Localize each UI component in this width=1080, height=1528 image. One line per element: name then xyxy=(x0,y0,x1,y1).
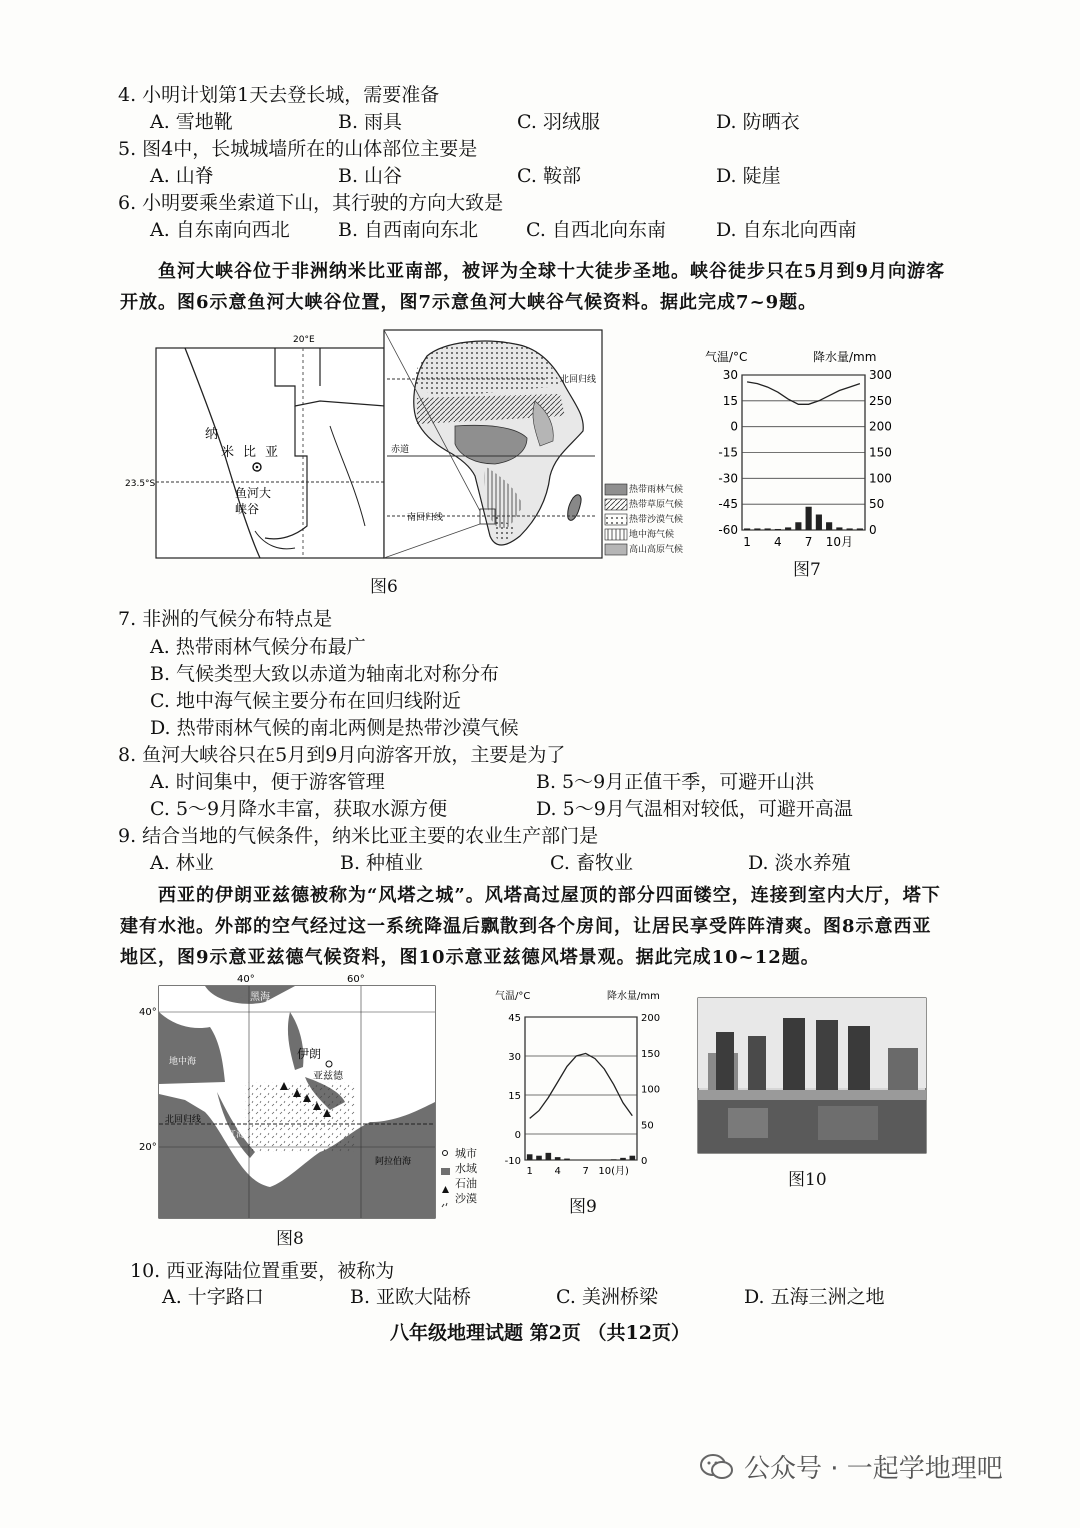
temp-tick-label: -60 xyxy=(718,523,738,537)
month-tick-label: 1 xyxy=(743,535,751,549)
temp-tick-label: 15 xyxy=(722,393,738,408)
legend-highland: 高山高原气候 xyxy=(629,545,684,555)
fig8-tropic-n: 北回归线 xyxy=(165,1115,202,1125)
legend-oil: 石油 xyxy=(455,1177,477,1190)
figure-10-caption: 图10 xyxy=(788,1170,827,1190)
figure-8-caption: 图8 xyxy=(276,1229,304,1249)
q9-option-d: D. 淡水养殖 xyxy=(748,852,851,874)
precip-tick-label: 150 xyxy=(641,1048,661,1060)
q10-option-b: B. 亚欧大陆桥 xyxy=(350,1286,472,1308)
month-tick-label: 1 xyxy=(526,1166,533,1177)
fig8-yazd: 亚兹德 xyxy=(313,1071,343,1082)
precip-bar-4 xyxy=(775,529,781,530)
temp-tick-label: 0 xyxy=(730,419,738,434)
precip-tick-label: 100 xyxy=(641,1084,661,1096)
q8-option-b: B. 5～9月正值干季，可避开山洪 xyxy=(536,771,815,793)
q10-option-a: A. 十字路口 xyxy=(162,1286,264,1308)
figure-9-chart xyxy=(495,985,685,1185)
fig6-canyon-1: 鱼河大 xyxy=(235,486,272,500)
intro-paragraph-1: 鱼河大峡谷位于非洲纳米比亚南部，被评为全球十大徒步圣地。峡谷徒步只在5月到9月向游客开放。图6示意鱼河大峡谷位置，图7示意鱼河大峡谷气候资料。据此完成7~9题。 xyxy=(120,261,946,313)
temp-tick-label: 45 xyxy=(508,1013,521,1024)
q7-option-c: C. 地中海气候主要分布在回归线附近 xyxy=(150,690,461,712)
month-tick-label: 10(月) xyxy=(598,1166,629,1177)
precip-bar-11 xyxy=(847,528,853,530)
q6-option-b: B. 自西南向东北 xyxy=(338,219,479,241)
fig8-red-sea: 红海 xyxy=(227,1130,246,1140)
precip-bar-12 xyxy=(630,1156,636,1160)
fig6-country-1: 纳 xyxy=(205,427,219,442)
fig8-legend-labels xyxy=(455,1146,477,1206)
temp-tick-label: -45 xyxy=(718,497,738,512)
figure-6-map xyxy=(125,326,605,566)
q4-option-c: C. 羽绒服 xyxy=(517,111,600,133)
precip-bar-1 xyxy=(744,528,750,530)
precip-tick-label: 50 xyxy=(869,497,885,512)
watermark xyxy=(700,1448,1003,1485)
precip-bar-12 xyxy=(857,528,863,530)
precip-tick-label: 50 xyxy=(641,1120,654,1132)
fig7-precip-label: 降水量/mm xyxy=(813,350,877,364)
figure-8-map xyxy=(135,972,480,1222)
month-tick-label: 4 xyxy=(554,1166,561,1177)
figure-6-caption: 图6 xyxy=(370,577,398,597)
q6-option-a: A. 自东南向西北 xyxy=(150,219,290,241)
precip-bar-11 xyxy=(620,1158,626,1160)
precip-bar-10 xyxy=(836,527,842,530)
temp-tick-label: 0 xyxy=(514,1130,521,1141)
q6-stem: 6. 小明要乘坐索道下山，其行驶的方向大致是 xyxy=(118,192,504,214)
fig8-lon40: 40° xyxy=(237,974,255,985)
precip-bar-2 xyxy=(754,528,760,530)
fig7-temp-label: 气温/°C xyxy=(705,350,748,364)
q4-stem: 4. 小明计划第1天去登长城，需要准备 xyxy=(118,84,440,106)
q10-stem: 10. 西亚海陆位置重要，被称为 xyxy=(130,1260,395,1282)
fig6-country-2: 米 xyxy=(221,445,235,460)
precip-bar-8 xyxy=(816,515,822,531)
q6-option-d: D. 自东北向西南 xyxy=(716,219,857,241)
q8-option-c: C. 5～9月降水丰富，获取水源方便 xyxy=(150,798,448,820)
q9-option-b: B. 种植业 xyxy=(340,852,424,874)
precip-tick-label: 300 xyxy=(869,368,892,382)
q9-stem: 9. 结合当地的气候条件，纳米比亚主要的农业生产部门是 xyxy=(118,825,599,847)
month-tick-label: 7 xyxy=(582,1166,589,1177)
temperature-line xyxy=(530,1053,633,1118)
q4-option-b: B. 雨具 xyxy=(338,111,403,133)
fig8-legend xyxy=(441,1151,450,1208)
figure-10-wind-tower-photo xyxy=(698,998,926,1153)
precip-bar-4 xyxy=(555,1157,561,1160)
figure-9-caption: 图9 xyxy=(569,1197,597,1217)
precip-tick-label: 200 xyxy=(869,419,892,434)
legend-desert: 热带沙漠气候 xyxy=(629,515,684,525)
precip-tick-label: 0 xyxy=(869,523,877,537)
month-tick-label: 7 xyxy=(804,535,813,549)
fig6-tropic-s: 南回归线 xyxy=(407,513,444,523)
fig8-iran: 伊朗 xyxy=(297,1047,322,1061)
fig6-country-3: 比 xyxy=(243,445,257,460)
fig6-canyon-2: 峡谷 xyxy=(235,502,260,516)
q7-option-d: D. 热带雨林气候的南北两侧是热带沙漠气候 xyxy=(150,717,519,739)
temp-tick-label: 15 xyxy=(508,1091,521,1102)
figure-7-caption: 图7 xyxy=(793,560,821,580)
precip-bar-10 xyxy=(611,1159,617,1160)
fig6-lat-label: 23.5°S xyxy=(125,479,156,489)
q4-option-d: D. 防晒衣 xyxy=(716,111,800,133)
legend-city: 城市 xyxy=(455,1147,477,1160)
legend-desert: 沙漠 xyxy=(455,1192,477,1205)
fig6-legend-labels xyxy=(629,483,683,558)
temp-tick-label: -10 xyxy=(504,1156,521,1167)
month-tick-label: 10月 xyxy=(825,535,854,549)
q6-option-c: C. 自西北向东南 xyxy=(526,219,666,241)
fig8-arab-sea: 阿拉伯海 xyxy=(375,1157,412,1167)
precip-tick-label: 150 xyxy=(869,445,892,460)
q5-option-b: B. 山谷 xyxy=(338,165,403,187)
wechat-icon xyxy=(700,1453,734,1481)
page-footer: 八年级地理试题 第2页 （共12页） xyxy=(390,1322,690,1344)
fig8-black-sea: 黑海 xyxy=(250,992,270,1003)
legend-mediterranean: 地中海气候 xyxy=(629,530,675,540)
precip-bar-2 xyxy=(536,1156,542,1160)
watermark-text: 公众号 · 一起学地理吧 xyxy=(744,1454,1003,1484)
fig6-lon-label: 20°E xyxy=(293,335,315,345)
fig8-med: 地中海 xyxy=(169,1057,197,1067)
legend-savanna: 热带草原气候 xyxy=(629,500,684,510)
q8-option-a: A. 时间集中，便于游客管理 xyxy=(150,771,385,793)
q5-option-d: D. 陡崖 xyxy=(716,165,781,187)
q9-option-c: C. 畜牧业 xyxy=(550,852,633,874)
fig9-precip-label: 降水量/mm xyxy=(607,991,660,1002)
precip-bar-5 xyxy=(785,527,791,530)
precip-bar-6 xyxy=(795,522,801,530)
q5-option-c: C. 鞍部 xyxy=(517,165,581,187)
month-tick-label: 4 xyxy=(774,535,782,549)
fig6-legend xyxy=(605,484,627,555)
q7-option-b: B. 气候类型大致以赤道为轴南北对称分布 xyxy=(150,663,500,685)
precip-bar-5 xyxy=(564,1159,570,1160)
fig8-lat40: 40° xyxy=(139,1007,157,1018)
q8-stem: 8. 鱼河大峡谷只在5月到9月向游客开放，主要是为了 xyxy=(118,744,566,766)
intro-paragraph-2: 西亚的伊朗亚兹德被称为“风塔之城”。风塔高过屋顶的部分四面镂空，连接到室内大厅，塔下建有水池。外部的空气经过这一系统降温后飘散到各个房间，让居民享受阵阵清爽。图8示意西亚地区，图9示意亚兹德气候资料，图10示意亚兹德风塔景观。据此完成10~12题。 xyxy=(120,885,941,968)
temp-tick-label: -30 xyxy=(718,471,738,486)
precip-tick-label: 0 xyxy=(641,1156,648,1167)
precip-bar-3 xyxy=(546,1153,552,1160)
fig6-equator: 赤道 xyxy=(391,445,410,455)
q10-option-d: D. 五海三洲之地 xyxy=(744,1286,885,1308)
fig8-lon60: 60° xyxy=(347,974,365,985)
temp-tick-label: 30 xyxy=(508,1052,521,1063)
precip-tick-label: 100 xyxy=(869,471,892,486)
fig6-country-4: 亚 xyxy=(265,445,279,460)
fig6-tropic-n: 北回归线 xyxy=(560,375,597,385)
q5-stem: 5. 图4中，长城城墙所在的山体部位主要是 xyxy=(118,138,478,160)
legend-water: 水域 xyxy=(455,1162,477,1175)
precip-tick-label: 250 xyxy=(869,393,892,408)
q7-option-a: A. 热带雨林气候分布最广 xyxy=(150,636,366,658)
q10-option-c: C. 美洲桥梁 xyxy=(556,1286,658,1308)
chart-frame xyxy=(525,1017,637,1160)
precip-bar-9 xyxy=(826,522,832,530)
precip-bar-3 xyxy=(765,528,771,530)
q4-option-a: A. 雪地靴 xyxy=(150,111,233,133)
q8-option-d: D. 5～9月气温相对较低，可避开高温 xyxy=(536,798,853,820)
figure-7-chart xyxy=(705,345,905,555)
q7-stem: 7. 非洲的气候分布特点是 xyxy=(118,608,333,630)
precip-bar-7 xyxy=(806,507,812,530)
fig8-lat20: 20° xyxy=(139,1142,157,1153)
precip-tick-label: 200 xyxy=(641,1013,661,1024)
legend-rainforest: 热带雨林气候 xyxy=(629,485,684,495)
temp-tick-label: -15 xyxy=(718,445,738,460)
temp-tick-label: 30 xyxy=(722,368,738,382)
precip-bar-1 xyxy=(527,1154,533,1160)
fig9-temp-label: 气温/°C xyxy=(495,991,531,1002)
q9-option-a: A. 林业 xyxy=(150,852,214,874)
q5-option-a: A. 山脊 xyxy=(150,165,214,187)
